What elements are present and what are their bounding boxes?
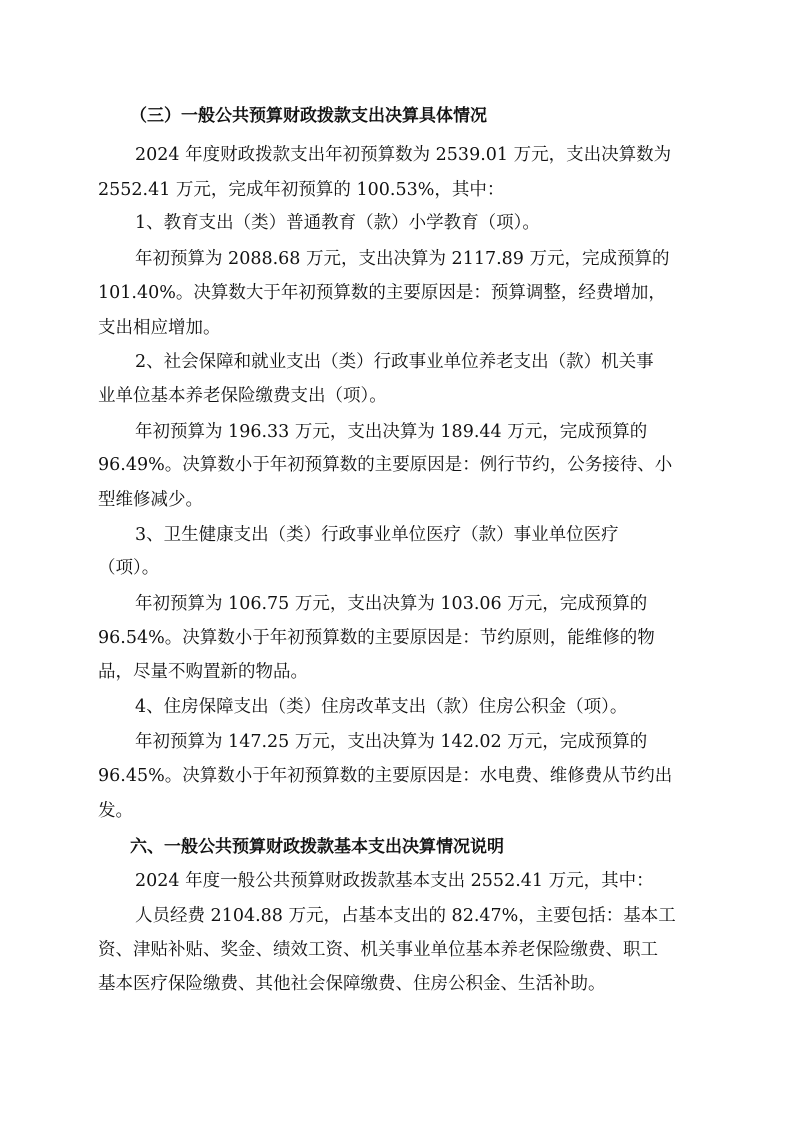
item-1-title: 1、教育支出（类）普通教育（款）小学教育（项）。	[135, 213, 540, 233]
item-1-detail-line-1: 年初预算为 2088.68 万元，支出决算为 2117.89 万元，完成预算的	[135, 249, 670, 269]
item-3-detail-line-3: 品，尽量不购置新的物品。	[98, 662, 308, 682]
item-4-detail-line-2: 96.45%。决算数小于年初预算数的主要原因是：水电费、维修费从节约出	[98, 766, 673, 786]
item-2-detail-line-2: 96.49%。决算数小于年初预算数的主要原因是：例行节约，公务接待、小	[98, 455, 673, 475]
personnel-line-1: 人员经费 2104.88 万元，占基本支出的 82.47%，主要包括：基本工	[135, 906, 676, 926]
item-2-detail-line-3: 型维修减少。	[98, 490, 203, 510]
item-2-title-line-1: 2、社会保障和就业支出（类）行政事业单位养老支出（款）机关事	[135, 352, 654, 372]
item-2-title-line-2: 业单位基本养老保险缴费支出（项）。	[98, 386, 387, 406]
item-1-detail-line-2: 101.40%。决算数大于年初预算数的主要原因是：预算调整，经费增加，	[98, 283, 666, 303]
item-3-detail-line-1: 年初预算为 106.75 万元，支出决算为 103.06 万元，完成预算的	[135, 594, 648, 614]
item-3-title-line-1: 3、卫生健康支出（类）行政事业单位医疗（款）事业单位医疗	[135, 525, 619, 545]
section-6-summary: 2024 年度一般公共预算财政拨款基本支出 2552.41 万元，其中：	[135, 871, 654, 891]
summary-line-1: 2024 年度财政拨款支出年初预算数为 2539.01 万元，支出决算数为	[135, 145, 672, 165]
item-4-detail-line-1: 年初预算为 147.25 万元，支出决算为 142.02 万元，完成预算的	[135, 732, 648, 752]
item-1-detail-line-3: 支出相应增加。	[98, 318, 221, 338]
item-4-title: 4、住房保障支出（类）住房改革支出（款）住房公积金（项）。	[135, 697, 628, 717]
personnel-line-2: 资、津贴补贴、奖金、绩效工资、机关事业单位基本养老保险缴费、职工	[98, 940, 658, 960]
section-3-heading: （三）一般公共预算财政拨款支出决算具体情况	[130, 106, 487, 126]
item-3-title-line-2: （项）。	[98, 558, 160, 578]
item-3-detail-line-2: 96.54%。决算数小于年初预算数的主要原因是：节约原则，能维修的物	[98, 628, 655, 648]
item-4-detail-line-3: 发。	[98, 801, 133, 821]
summary-line-2: 2552.41 万元，完成年初预算的 100.53%，其中：	[98, 180, 505, 200]
item-2-detail-line-1: 年初预算为 196.33 万元，支出决算为 189.44 万元，完成预算的	[135, 422, 648, 442]
section-6-heading: 六、一般公共预算财政拨款基本支出决算情况说明	[130, 837, 504, 857]
personnel-line-3: 基本医疗保险缴费、其他社会保障缴费、住房公积金、生活补助。	[98, 974, 606, 994]
